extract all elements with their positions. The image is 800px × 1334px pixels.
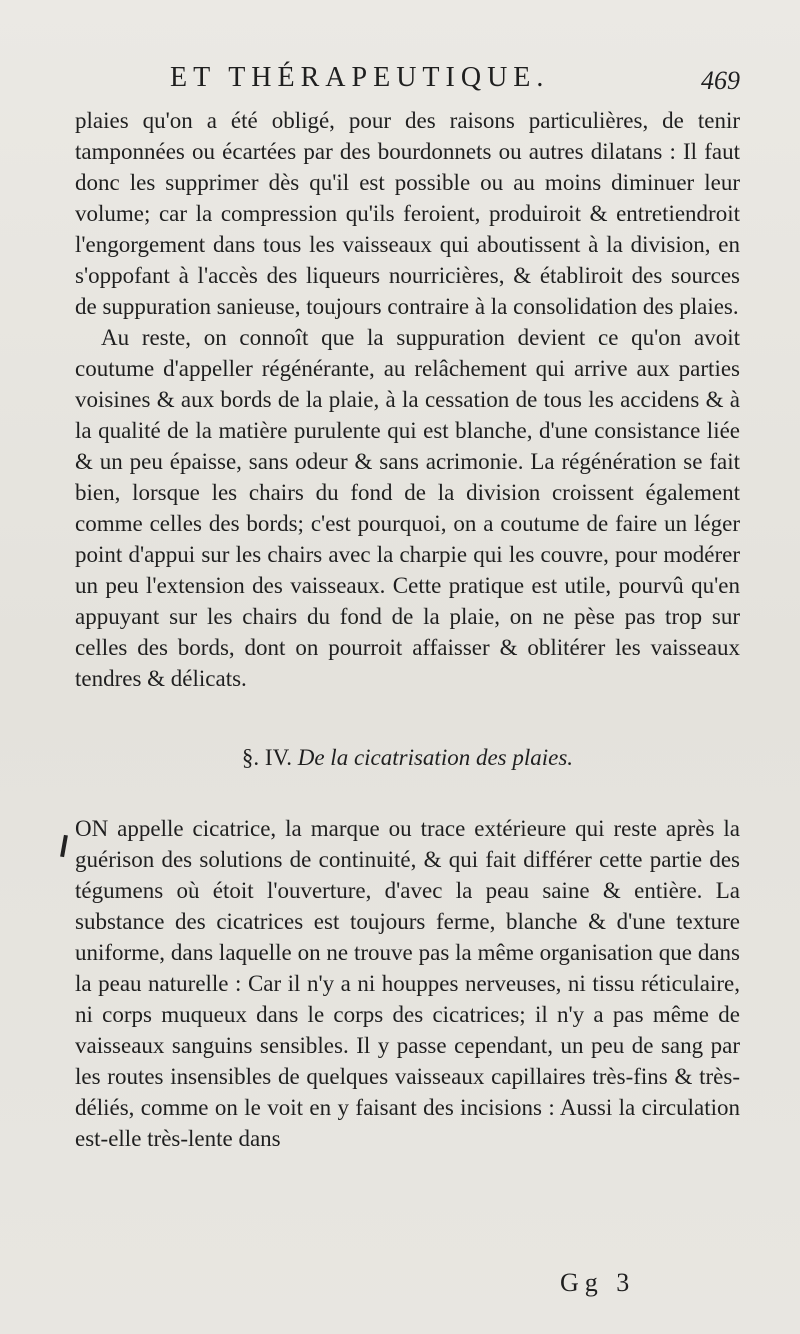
running-title: ET THÉRAPEUTIQUE. bbox=[170, 62, 550, 93]
page-body bbox=[75, 105, 740, 1154]
paragraph-3: ON appelle cicatrice, la marque ou trace extérieure qui reste après la guérison des solutions de continuité, & qui fait différer cette partie des tégumens où étoit l'ouverture, d'avec la peau saine & entière. La substance des cicatrices est toujours ferme, blanche & d'une texture uniforme, dans laquelle on ne trouve pas la même organisation que dans la peau naturelle : Car il n'y a ni houppes nerveuses, ni tissu réticulaire, ni corps muqueux dans le corps des cicatrices; il n'y a pas même de vaisseaux sanguins sensibles. Il y passe cependant, un peu de sang par les routes insensibles de quelques vaisseaux capillaires très-fins & très-déliés, comme on le voit en y faisant des incisions : Aussi la circulation est-elle très-lente dans bbox=[75, 816, 740, 1151]
paragraph-1: plaies qu'on a été obligé, pour des raisons particulières, de tenir tamponnées ou écartées par des bourdonnets ou autres dilatans : Il faut donc les supprimer dès qu'il est possible ou au moins diminuer leur volume; car la compression qu'ils feroient, produiroit & entretiendroit l'engorgement dans tous les vaisseaux qui aboutissent à la division, en s'oppofant à l'accès des liqueurs nourricières, & établiroit des sources de suppuration sanieuse, toujours contraire à la consolidation des plaies. bbox=[75, 108, 740, 319]
margin-mark bbox=[60, 835, 68, 857]
section-heading bbox=[75, 742, 740, 773]
section-number: §. IV. bbox=[241, 745, 292, 770]
page-header bbox=[150, 62, 740, 102]
section-title: De la cicatrisation des plaies. bbox=[297, 745, 574, 770]
page-number: 469 bbox=[701, 66, 740, 95]
signature-mark: Gg 3 bbox=[560, 1268, 636, 1297]
paragraph-2: Au reste, on connoît que la suppuration devient ce qu'on avoit coutume d'appeller régénérante, au relâchement qui arrive aux parties voisines & aux bords de la plaie, à la cessation de tous les accidens & à la qualité de la matière purulente qui est blanche, d'une consistance liée & un peu épaisse, sans odeur & sans acrimonie. La régénération se fait bien, lorsque les chairs du fond de la division croissent également comme celles des bords; c'est pourquoi, on a coutume de faire un léger point d'appui sur les chairs avec la charpie qui les couvre, pour modérer un peu l'extension des vaisseaux. Cette pratique est utile, pourvû qu'en appuyant sur les chairs du fond de la plaie, on ne pèse pas trop sur celles des bords, dont on pourroit affaisser & oblitérer les vaisseaux tendres & délicats. bbox=[75, 325, 740, 691]
